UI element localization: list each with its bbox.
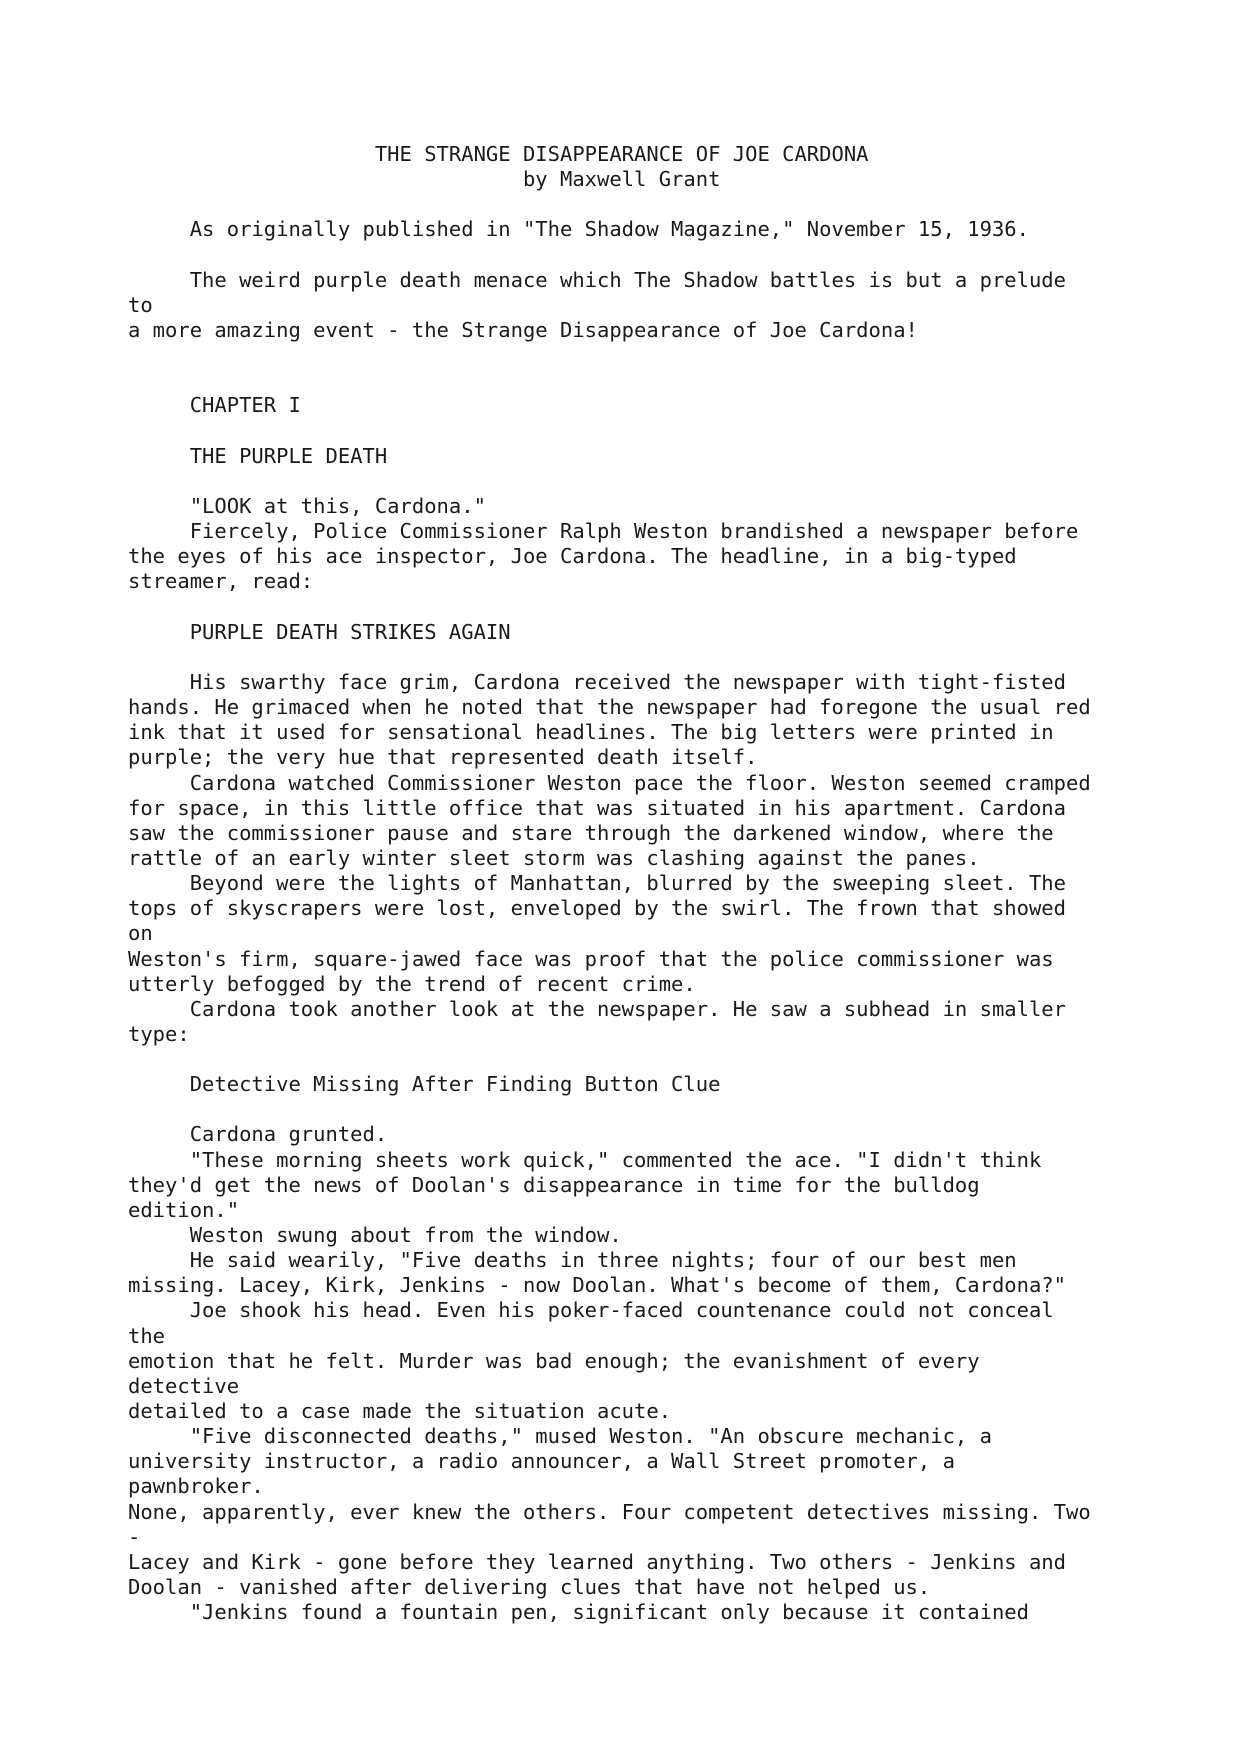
text-line: "LOOK at this, Cardona." <box>128 493 486 518</box>
text-line: utterly befogged by the trend of recent crime. <box>128 971 696 996</box>
text-line: to <box>128 292 153 317</box>
text-line: Weston's firm, square-jawed face was proof that the police commissioner was <box>128 946 1054 971</box>
text-line <box>128 419 1228 444</box>
text-line: edition." <box>128 1197 240 1222</box>
text-line: Lacey and Kirk - gone before they learned anything. Two others - Jenkins and <box>128 1549 1066 1574</box>
text-line: detective <box>128 1373 240 1398</box>
document-body <box>128 142 1228 1625</box>
text-line: emotion that he felt. Murder was bad enough; the evanishment of every <box>128 1348 980 1373</box>
text-line: a more amazing event - the Strange Disappearance of Joe Cardona! <box>128 317 918 342</box>
text-line: tops of skyscrapers were lost, enveloped by the swirl. The frown that showed <box>128 896 1066 921</box>
text-line <box>128 368 1228 393</box>
text-line: "These morning sheets work quick," commented the ace. "I didn't think <box>128 1147 1042 1172</box>
text-line: "Jenkins found a fountain pen, significant only because it contained <box>128 1600 1029 1625</box>
text-line: As originally published in "The Shadow Magazine," November 15, 1936. <box>128 217 1029 242</box>
text-line <box>128 595 1228 620</box>
text-line: - <box>128 1524 141 1549</box>
text-line: Cardona watched Commissioner Weston pace the floor. Weston seemed cramped <box>128 770 1091 795</box>
text-line: for space, in this little office that was situated in his apartment. Cardona <box>128 795 1066 820</box>
text-line: Joe shook his head. Even his poker-faced countenance could not conceal <box>128 1298 1054 1323</box>
text-line: detailed to a case made the situation acute. <box>128 1399 672 1424</box>
text-line <box>128 645 1228 670</box>
text-line: rattle of an early winter sleet storm was clashing against the panes. <box>128 845 980 870</box>
text-line: His swarthy face grim, Cardona received the newspaper with tight-fisted <box>128 669 1066 694</box>
text-line: saw the commissioner pause and stare through the darkened window, where the <box>128 820 1054 845</box>
text-line <box>128 192 1228 217</box>
text-line: they'd get the news of Doolan's disappearance in time for the bulldog <box>128 1172 980 1197</box>
text-line: type: <box>128 1021 190 1046</box>
text-line: PURPLE DEATH STRIKES AGAIN <box>128 619 511 644</box>
text-line <box>128 1047 1228 1072</box>
text-line: streamer, read: <box>128 569 314 594</box>
text-line <box>128 469 1228 494</box>
text-line: CHAPTER I <box>128 393 301 418</box>
text-line: by Maxwell Grant <box>128 167 721 192</box>
text-line: None, apparently, ever knew the others. Four competent detectives missing. Two <box>128 1499 1091 1524</box>
text-line: THE STRANGE DISAPPEARANCE OF JOE CARDONA <box>128 142 869 166</box>
text-line: THE PURPLE DEATH <box>128 443 388 468</box>
text-line: the eyes of his ace inspector, Joe Cardona. The headline, in a big-typed <box>128 544 1017 569</box>
text-line: missing. Lacey, Kirk, Jenkins - now Doolan. What's become of them, Cardona?" <box>128 1273 1066 1298</box>
text-line: Cardona grunted. <box>128 1122 388 1147</box>
text-line: Doolan - vanished after delivering clues that have not helped us. <box>128 1575 931 1600</box>
text-line: on <box>128 921 153 946</box>
text-line <box>128 243 1228 268</box>
text-line: Cardona took another look at the newspaper. He saw a subhead in smaller <box>128 996 1066 1021</box>
text-line: He said wearily, "Five deaths in three nights; four of our best men <box>128 1248 1017 1273</box>
text-line: Beyond were the lights of Manhattan, blurred by the sweeping sleet. The <box>128 871 1066 896</box>
text-line: "Five disconnected deaths," mused Weston. "An obscure mechanic, a <box>128 1424 992 1449</box>
text-line: The weird purple death menace which The Shadow battles is but a prelude <box>128 267 1066 292</box>
text-line: Detective Missing After Finding Button Clue <box>128 1072 721 1097</box>
text-line: pawnbroker. <box>128 1474 264 1499</box>
text-line: Fiercely, Police Commissioner Ralph Weston brandished a newspaper before <box>128 519 1079 544</box>
text-line: ink that it used for sensational headlines. The big letters were printed in <box>128 720 1054 745</box>
text-line: Weston swung about from the window. <box>128 1223 622 1248</box>
text-line <box>128 343 1228 368</box>
text-line: purple; the very hue that represented death itself. <box>128 745 758 770</box>
text-line <box>128 1097 1228 1122</box>
text-line: university instructor, a radio announcer, a Wall Street promoter, a <box>128 1449 955 1474</box>
text-line: hands. He grimaced when he noted that the newspaper had foregone the usual red <box>128 695 1091 720</box>
text-line: the <box>128 1323 166 1348</box>
